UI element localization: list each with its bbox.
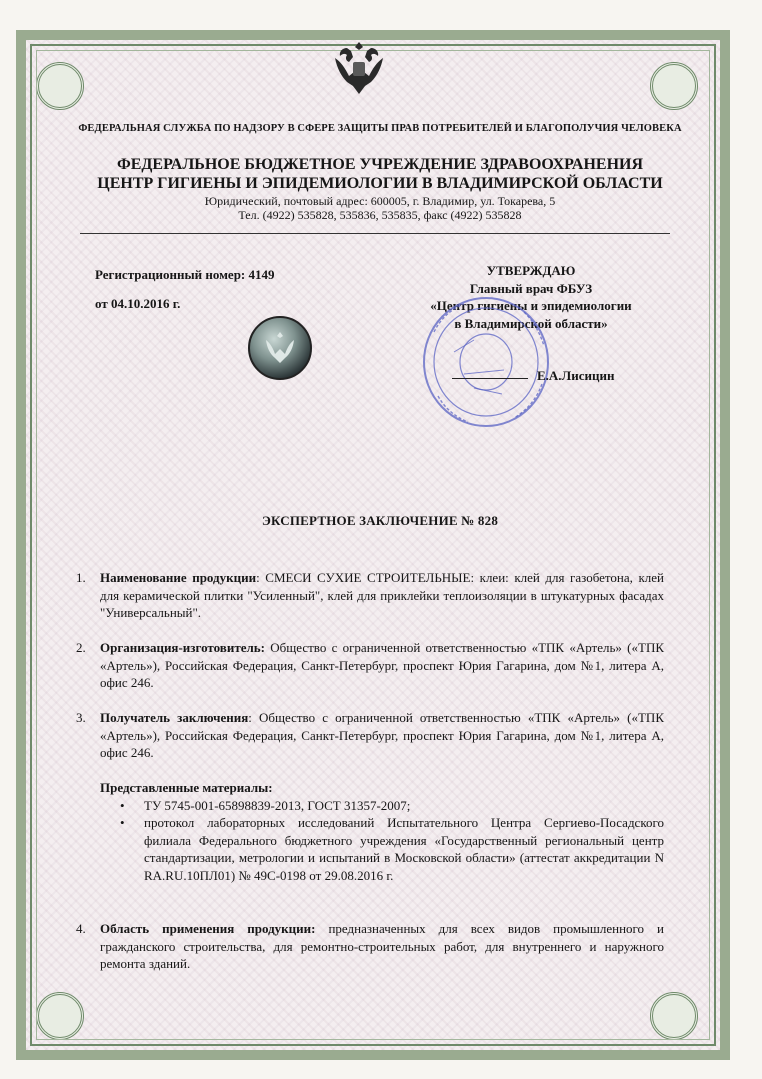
- materials-list: [100, 797, 664, 885]
- section-label: Организация-изготовитель:: [100, 640, 265, 655]
- frame-corner-ornament: [650, 62, 698, 110]
- organization-contacts: [40, 194, 720, 222]
- approval-position: Главный врач ФБУЗ: [469, 280, 593, 296]
- list-item: • протокол лабораторных исследований Испытательного Центра Сергиево-Посадского филиала Федерального бюджетного учреждения «Государственный региональный центр стандартизации, метрологии и испытаний в Московской области» (аттестат аккредитации N RA.RU.10ПЛ01) № 49С-0198 от 29.08.2016 г.: [144, 814, 664, 884]
- section-application-area: [76, 920, 664, 973]
- phones-text: Тел. (4922) 535828, 535836, 535835, факс (4922) 535828: [238, 208, 522, 222]
- signature-line: [452, 378, 528, 379]
- submitted-materials: [100, 779, 664, 884]
- section-text: : СМЕСИ СУХИЕ СТРОИТЕЛЬНЫЕ: клеи: клей для газобетона, клей для керамической плитки "Усиленный", клей для приклейки теплоизоляции в штукатурных фасадах "Универсальный".: [100, 570, 664, 620]
- section-label: Область применения продукции:: [100, 921, 316, 936]
- section-number: 1.: [76, 570, 86, 585]
- section-label: Наименование продукции: [100, 570, 257, 585]
- materials-header: Представленные материалы:: [100, 780, 273, 795]
- organization-name-line1: ФЕДЕРАЛЬНОЕ БЮДЖЕТНОЕ УЧРЕЖДЕНИЕ ЗДРАВООХРАНЕНИЯ: [116, 156, 644, 173]
- document-title: ЭКСПЕРТНОЕ ЗАКЛЮЧЕНИЕ № 828: [261, 513, 499, 528]
- section-text: предназначенных для всех видов промышленного и гражданского строительства, для ремонтно-строительных работ, для внутреннего и наружного ремонта зданий.: [100, 921, 665, 971]
- organization-name-line2: ЦЕНТР ГИГИЕНЫ И ЭПИДЕМИОЛОГИИ В ВЛАДИМИРСКОЙ ОБЛАСТИ: [97, 175, 663, 192]
- agency-name: ФЕДЕРАЛЬНАЯ СЛУЖБА ПО НАДЗОРУ В СФЕРЕ ЗАЩИТЫ ПРАВ ПОТРЕБИТЕЛЕЙ И БЛАГОПОЛУЧИЯ ЧЕЛОВЕКА: [78, 123, 682, 134]
- approval-org-line2: в Владимирской области»: [454, 315, 608, 331]
- approval-title: УТВЕРЖДАЮ: [486, 263, 576, 278]
- frame-corner-ornament: [36, 992, 84, 1040]
- registration-number: Регистрационный номер: 4149: [95, 267, 275, 282]
- list-item: • ТУ 5745-001-65898839-2013, ГОСТ 31357-2007;: [144, 797, 664, 815]
- hologram-seal-icon: [248, 316, 312, 380]
- section-manufacturer: [76, 639, 664, 692]
- header-divider: [80, 233, 670, 234]
- section-text: Общество с ограниченной ответственностью «ТПК «Артель» («ТПК «Артель»), Российская Федерация, Санкт-Петербург, проспект Юрия Гагарина, дом №1, литера А, офис 246.: [100, 640, 664, 690]
- round-stamp-icon: [414, 292, 564, 432]
- section-text: : Общество с ограниченной ответственностью «ТПК «Артель» («ТПК «Артель»), Российская Федерация, Санкт-Петербург, проспект Юрия Гагарина, дом №1, литера А, офис 246.: [100, 710, 664, 760]
- approval-org-line1: «Центр гигиены и эпидемиологии: [430, 298, 632, 313]
- organization-name: [40, 155, 720, 193]
- frame-corner-ornament: [650, 992, 698, 1040]
- frame-corner-ornament: [36, 62, 84, 110]
- section-number: 2.: [76, 640, 86, 655]
- address-text: Юридический, почтовый адрес: 600005, г. Владимир, ул. Токарева, 5: [204, 194, 556, 208]
- registration-date: от 04.10.2016 г.: [95, 296, 181, 311]
- section-recipient: [76, 709, 664, 762]
- section-label: Получатель заключения: [100, 710, 249, 725]
- section-number: 3.: [76, 710, 86, 725]
- section-product-name: [76, 569, 664, 622]
- hologram-eagle-icon: [264, 330, 296, 366]
- double-headed-eagle-emblem-icon: [331, 38, 387, 98]
- signer-name: Е.А.Лисицин: [537, 368, 615, 383]
- section-number: 4.: [76, 921, 86, 936]
